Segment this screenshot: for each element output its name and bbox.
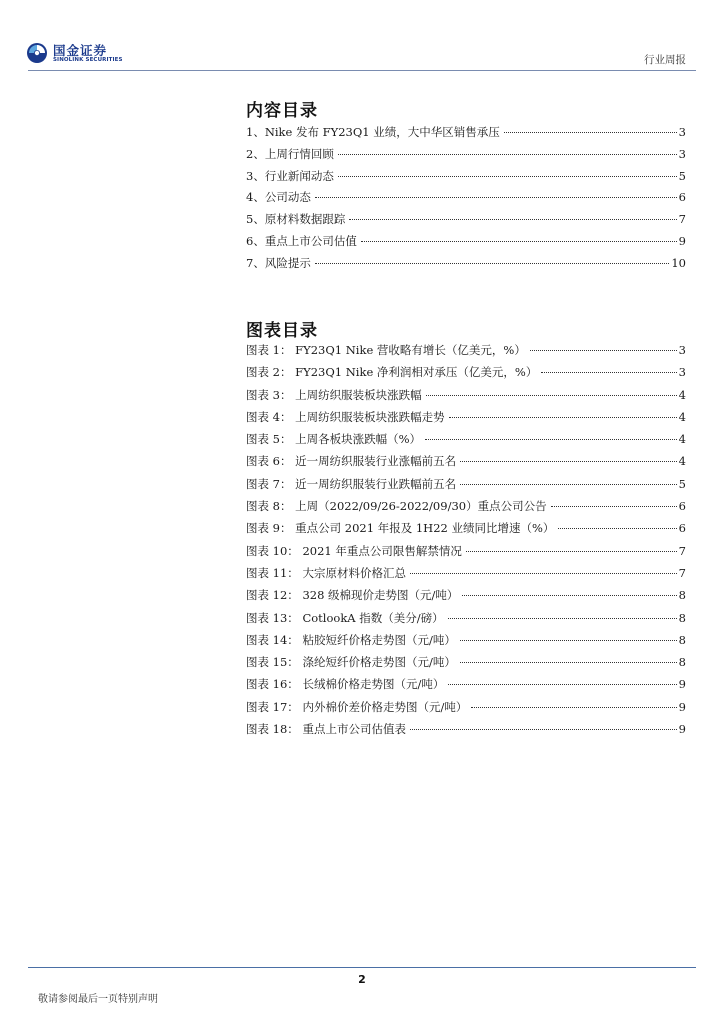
figure-entry-title: 图表 12： 328 级棉现价走势图（元/吨） <box>246 588 459 603</box>
figure-entry-title: 图表 17： 内外棉价差价格走势图（元/吨） <box>246 699 468 714</box>
dot-leader <box>315 263 670 264</box>
dot-leader <box>448 684 676 685</box>
figure-entry-page: 8 <box>678 655 686 670</box>
dot-leader <box>460 461 677 462</box>
figure-entry-title: 图表 15： 涤纶短纤价格走势图（元/吨） <box>246 655 456 670</box>
figure-entry-title: 图表 16： 长绒棉价格走势图（元/吨） <box>246 677 445 692</box>
report-type-label: 行业周报 <box>644 54 686 66</box>
figure-entry[interactable] <box>246 453 686 475</box>
figure-entry-title: 图表 4： 上周纺织服装板块涨跌幅走势 <box>246 409 445 424</box>
figure-entry-title: 图表 18： 重点上市公司估值表 <box>246 722 406 737</box>
figure-entry[interactable] <box>246 431 686 453</box>
figure-entry-page: 3 <box>678 343 686 357</box>
dot-leader <box>338 154 677 155</box>
figure-entry[interactable] <box>246 632 686 654</box>
figure-entry-page: 7 <box>678 543 686 558</box>
logo-chinese-name: 国金证券 <box>53 43 108 58</box>
contents-entry[interactable] <box>246 168 686 190</box>
figure-entry-page: 4 <box>678 387 686 402</box>
contents-list <box>246 124 686 277</box>
figure-entry-page: 9 <box>678 722 686 737</box>
dot-leader <box>530 350 677 351</box>
figures-title: 图表目录 <box>246 321 318 341</box>
contents-entry-page: 3 <box>678 125 686 139</box>
contents-entry[interactable] <box>246 211 686 233</box>
figure-entry[interactable] <box>246 543 686 565</box>
contents-entry-title: 5、原材料数据跟踪 <box>246 212 346 227</box>
dot-leader <box>425 439 677 440</box>
dot-leader <box>315 197 677 198</box>
contents-entry-page: 10 <box>671 255 686 270</box>
figure-entry-title: 图表 8： 上周（2022/09/26-2022/09/30）重点公司公告 <box>246 499 547 514</box>
figure-entry[interactable] <box>246 387 686 409</box>
contents-entry[interactable] <box>246 233 686 255</box>
dot-leader <box>466 551 677 552</box>
contents-title: 内容目录 <box>246 101 318 121</box>
dot-leader <box>462 595 676 596</box>
figure-entry[interactable] <box>246 520 686 542</box>
figure-entry[interactable] <box>246 587 686 609</box>
contents-entry-page: 7 <box>678 212 686 227</box>
figure-entry[interactable] <box>246 699 686 721</box>
figure-entry[interactable] <box>246 476 686 498</box>
dot-leader <box>426 395 677 396</box>
dot-leader <box>551 506 677 507</box>
contents-entry-title: 2、上周行情回顾 <box>246 146 334 161</box>
figure-entry-page: 4 <box>678 454 686 469</box>
dot-leader <box>410 573 677 574</box>
dot-leader <box>338 176 677 177</box>
contents-entry[interactable] <box>246 124 686 146</box>
figure-entry-page: 8 <box>678 610 686 625</box>
dot-leader <box>460 662 677 663</box>
dot-leader <box>460 484 677 485</box>
contents-entry-title: 6、重点上市公司估值 <box>246 233 357 248</box>
logo-english-name: SINOLINK SECURITIES <box>53 57 123 63</box>
figure-entry[interactable] <box>246 721 686 743</box>
figure-entry[interactable] <box>246 364 686 386</box>
dot-leader <box>349 219 676 220</box>
figure-entry-title: 图表 9： 重点公司 2021 年报及 1H22 业绩同比增速（%） <box>246 521 555 536</box>
contents-entry[interactable] <box>246 146 686 168</box>
figure-entry-page: 8 <box>678 588 686 603</box>
figure-entry-title: 图表 1： FY23Q1 Nike 营收略有增长（亿美元，%） <box>246 343 526 357</box>
dot-leader <box>449 417 677 418</box>
figure-entry-title: 图表 6： 近一周纺织服装行业涨幅前五名 <box>246 454 457 469</box>
contents-entry-title: 7、风险提示 <box>246 255 311 270</box>
figure-entry-page: 5 <box>678 476 686 491</box>
figure-entry-page: 6 <box>678 521 686 536</box>
figure-entry-title: 图表 13： CotlookA 指数（美分/磅） <box>246 610 444 625</box>
page-header <box>0 0 724 72</box>
figure-entry-title: 图表 2： FY23Q1 Nike 净利润相对承压（亿美元，%） <box>246 365 538 380</box>
dot-leader <box>361 241 677 242</box>
company-logo <box>26 40 136 68</box>
contents-entry[interactable] <box>246 255 686 277</box>
figure-entry[interactable] <box>246 342 686 364</box>
figure-entry-title: 图表 3： 上周纺织服装板块涨跌幅 <box>246 387 422 402</box>
figure-entry-title: 图表 11： 大宗原材料价格汇总 <box>246 565 406 580</box>
figure-entry-page: 7 <box>678 565 686 580</box>
figure-entry-page: 3 <box>678 365 686 380</box>
dot-leader <box>504 132 677 133</box>
figure-entry[interactable] <box>246 565 686 587</box>
contents-entry-page: 5 <box>678 168 686 183</box>
figure-entry-title: 图表 14： 粘胶短纤价格走势图（元/吨） <box>246 632 456 647</box>
contents-entry-title: 4、公司动态 <box>246 190 311 205</box>
figure-entry-title: 图表 10： 2021 年重点公司限售解禁情况 <box>246 543 462 558</box>
figure-entry-page: 4 <box>678 409 686 424</box>
dot-leader <box>558 528 676 529</box>
figure-entry[interactable] <box>246 676 686 698</box>
figure-entry[interactable] <box>246 498 686 520</box>
figure-entry[interactable] <box>246 409 686 431</box>
disclaimer-text: 敬请参阅最后一页特别声明 <box>38 994 158 1005</box>
figure-entry[interactable] <box>246 654 686 676</box>
dot-leader <box>448 618 677 619</box>
page-number: 2 <box>358 973 366 986</box>
dot-leader <box>410 729 677 730</box>
dot-leader <box>471 707 676 708</box>
figure-entry-page: 6 <box>678 499 686 514</box>
figure-entry-page: 4 <box>678 432 686 447</box>
figure-entry-page: 8 <box>678 632 686 647</box>
figures-list <box>246 342 686 743</box>
figure-entry-page: 9 <box>678 677 686 692</box>
dot-leader <box>460 640 677 641</box>
logo-mark-icon <box>26 42 48 64</box>
contents-entry-page: 9 <box>678 233 686 248</box>
figure-entry[interactable] <box>246 610 686 632</box>
figure-entry-title: 图表 5： 上周各板块涨跌幅（%） <box>246 432 422 447</box>
header-divider <box>28 70 696 71</box>
figure-entry-page: 9 <box>678 699 686 714</box>
contents-entry-page: 6 <box>678 190 686 205</box>
footer-divider <box>28 967 696 968</box>
contents-entry[interactable] <box>246 189 686 211</box>
dot-leader <box>541 372 676 373</box>
contents-entry-page: 3 <box>678 146 686 161</box>
figure-entry-title: 图表 7： 近一周纺织服装行业跌幅前五名 <box>246 476 457 491</box>
contents-entry-title: 3、行业新闻动态 <box>246 168 334 183</box>
contents-entry-title: 1、Nike 发布 FY23Q1 业绩，大中华区销售承压 <box>246 125 500 139</box>
